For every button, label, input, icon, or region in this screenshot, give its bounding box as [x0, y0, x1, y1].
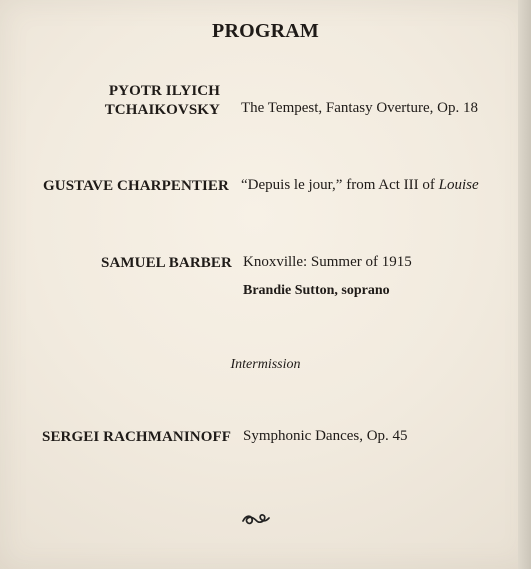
- work-symphonic-dances: Symphonic Dances, Op. 45: [243, 428, 408, 444]
- work-depuis-le-jour-prefix: “Depuis le jour,” from Act III of: [241, 177, 439, 193]
- composer-tchaikovsky-line-2: TCHAIKOVSKY: [104, 102, 220, 118]
- page-edge-shadow: [518, 0, 531, 569]
- work-louise-title: Louise: [438, 177, 479, 193]
- composer-tchaikovsky-line-1: PYOTR ILYICH: [108, 83, 220, 99]
- program-title: PROGRAM: [212, 20, 319, 42]
- intermission-label: Intermission: [230, 357, 301, 372]
- performer-brandie-sutton: Brandie Sutton, soprano: [243, 283, 390, 298]
- flourish-ornament-icon: [241, 511, 271, 527]
- work-depuis-le-jour: [241, 176, 479, 195]
- work-knoxville: Knoxville: Summer of 1915: [243, 254, 412, 270]
- composer-rachmaninoff: SERGEI RACHMANINOFF: [42, 429, 231, 445]
- composer-tchaikovsky: [102, 82, 220, 120]
- work-the-tempest: The Tempest, Fantasy Overture, Op. 18: [241, 100, 478, 116]
- composer-charpentier: GUSTAVE CHARPENTIER: [43, 178, 229, 194]
- composer-barber: SAMUEL BARBER: [101, 255, 232, 271]
